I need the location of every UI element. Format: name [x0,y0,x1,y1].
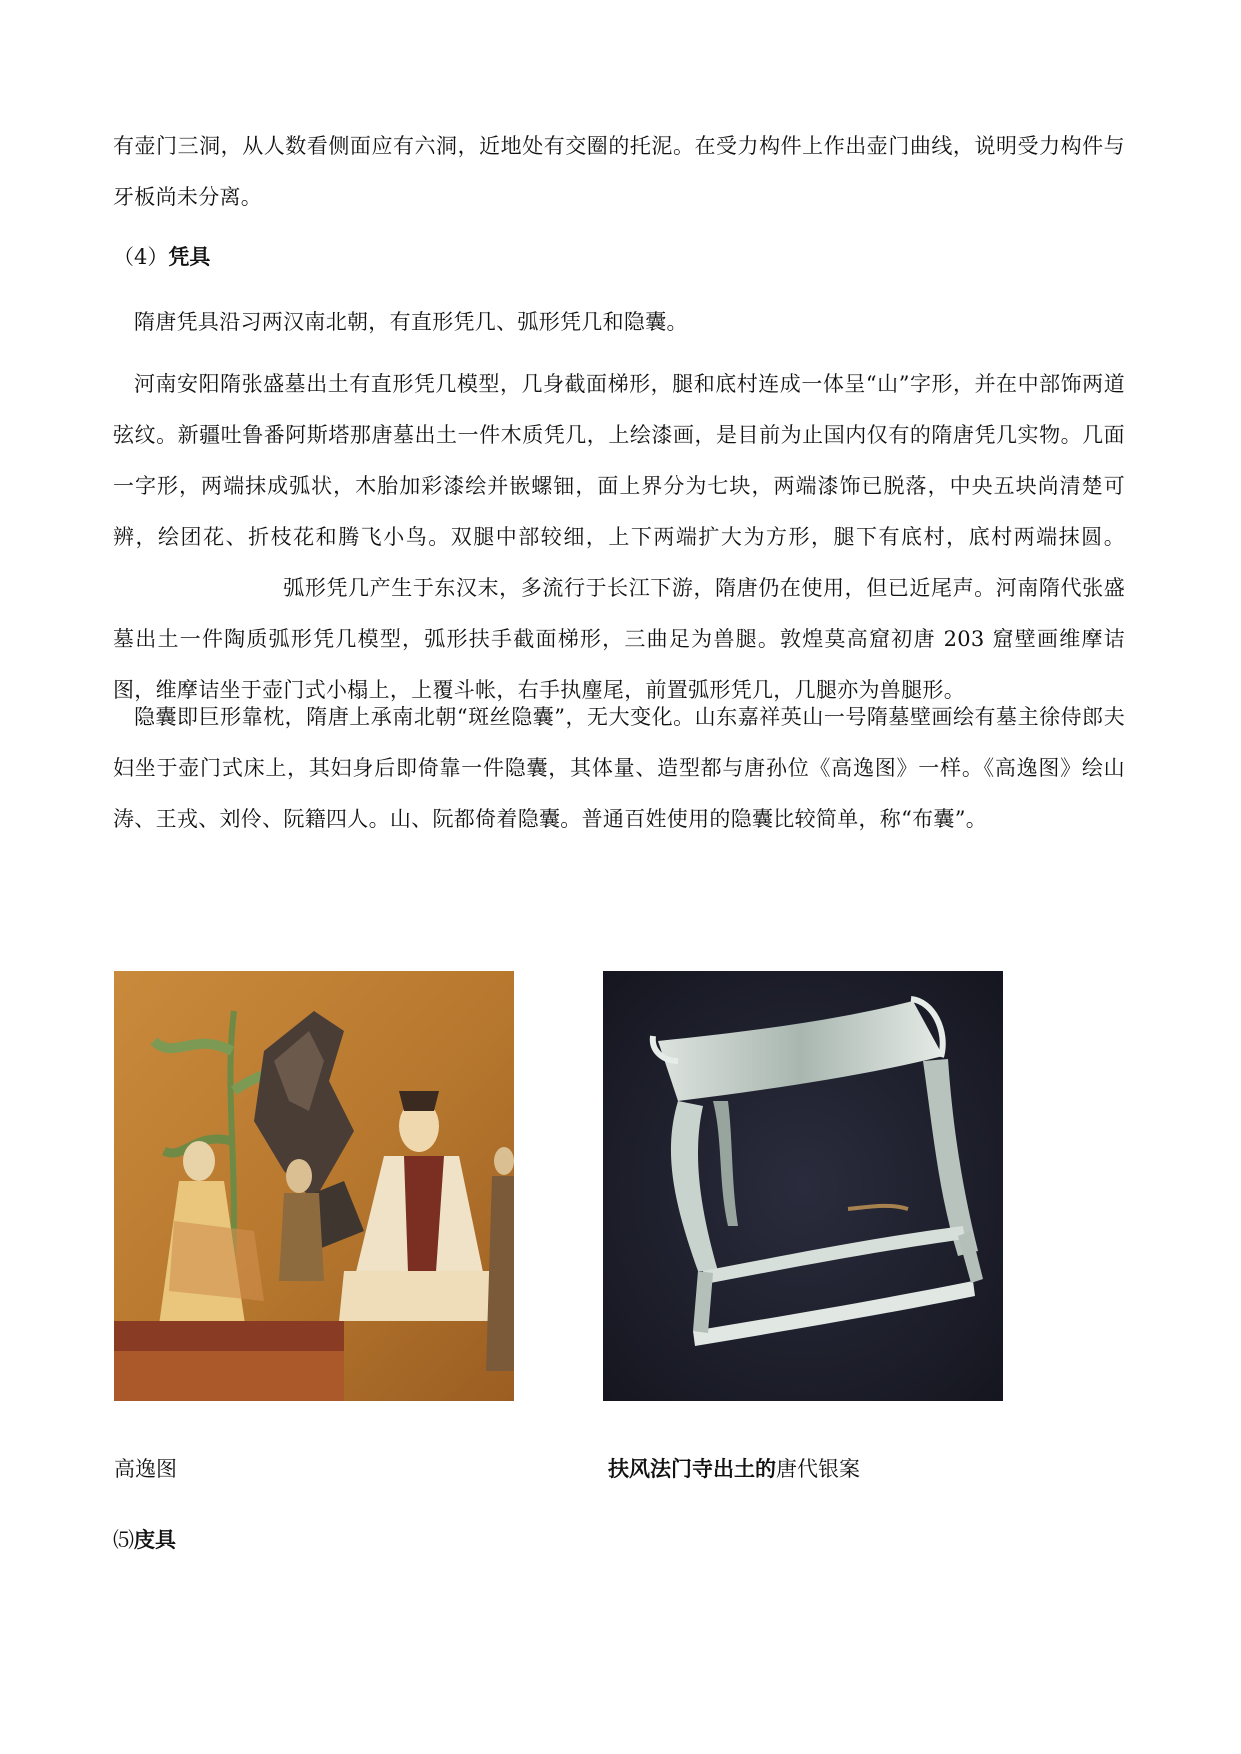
paragraph-straight-ping-ji: 河南安阳隋张盛墓出土有直形凭几模型，几身截面梯形，腿和底村连成一体呈“山”字形，并在中部饰两道弦纹。新疆吐鲁番阿斯塔那唐墓出土一件木质凭几，上绘漆画，是目前为止国内仅有的隋唐凭几实物。几面一字形，两端抹成弧状，木胎加彩漆绘并嵌螺钿，面上界分为七块，两端漆饰已脱落，中央五块尚清楚可辨，绘团花、折枝花和腾飞小鸟。双腿中部较细，上下两端扩大为方形，腿下有底村，底村两端抹圆。 [113,372,1125,549]
caption-silver-table-rest: 唐代银案 [776,1457,860,1481]
paragraph-intro: 隋唐凭具沿习两汉南北朝，有直形凭几、弧形凭几和隐囊。 [134,310,688,334]
silver-table-photo [603,971,1003,1401]
paragraph-arc-ping-ji: 弧形凭几产生于东汉末，多流行于长江下游，隋唐仍在使用，但已近尾声。河南隋代张盛墓出土一件陶质弧形凭几模型，弧形扶手截面梯形，三曲足为兽腿。敦煌莫高窟初唐 203 窟壁画维摩诘图，维摩诘坐于壶门式小榻上，上覆斗帐，右手执麈尾，前置弧形凭几，几腿亦为兽腿形。 [113,576,1125,702]
gao-yi-tu-painting [114,971,514,1401]
section-title: 凭具 [168,245,211,269]
caption-silver-table-bold: 扶风法门寺出土的 [608,1457,776,1481]
paragraph-hu-men: 有壶门三洞，从人数看侧面应有六洞，近地处有交圈的托泥。在受力构件上作出壶门曲线，说明受力构件与牙板尚未分离。 [113,134,1125,209]
paragraph-yin-nang: 隐囊即巨形靠枕，隋唐上承南北朝“斑丝隐囊”，无大变化。山东嘉祥英山一号隋墓壁画绘有墓主徐侍郎夫妇坐于壶门式床上，其妇身后即倚靠一件隐囊，其体量、造型都与唐孙位《高逸图》一样。《高逸图》绘山涛、王戎、刘伶、阮籍四人。山、阮都倚着隐囊。普通百姓使用的隐囊比较简单，称“布囊”。 [113,705,1125,831]
caption-gao-yi-tu: 高逸图 [114,1457,177,1481]
section-number: ⑸ [113,1528,134,1552]
paragraph-ping-ji [113,359,1125,716]
section-title: 庋具 [134,1528,176,1552]
section-heading-4 [113,242,210,272]
caption-silver-table [608,1454,860,1484]
section-number: （4） [113,245,169,269]
section-heading-5 [113,1525,176,1555]
